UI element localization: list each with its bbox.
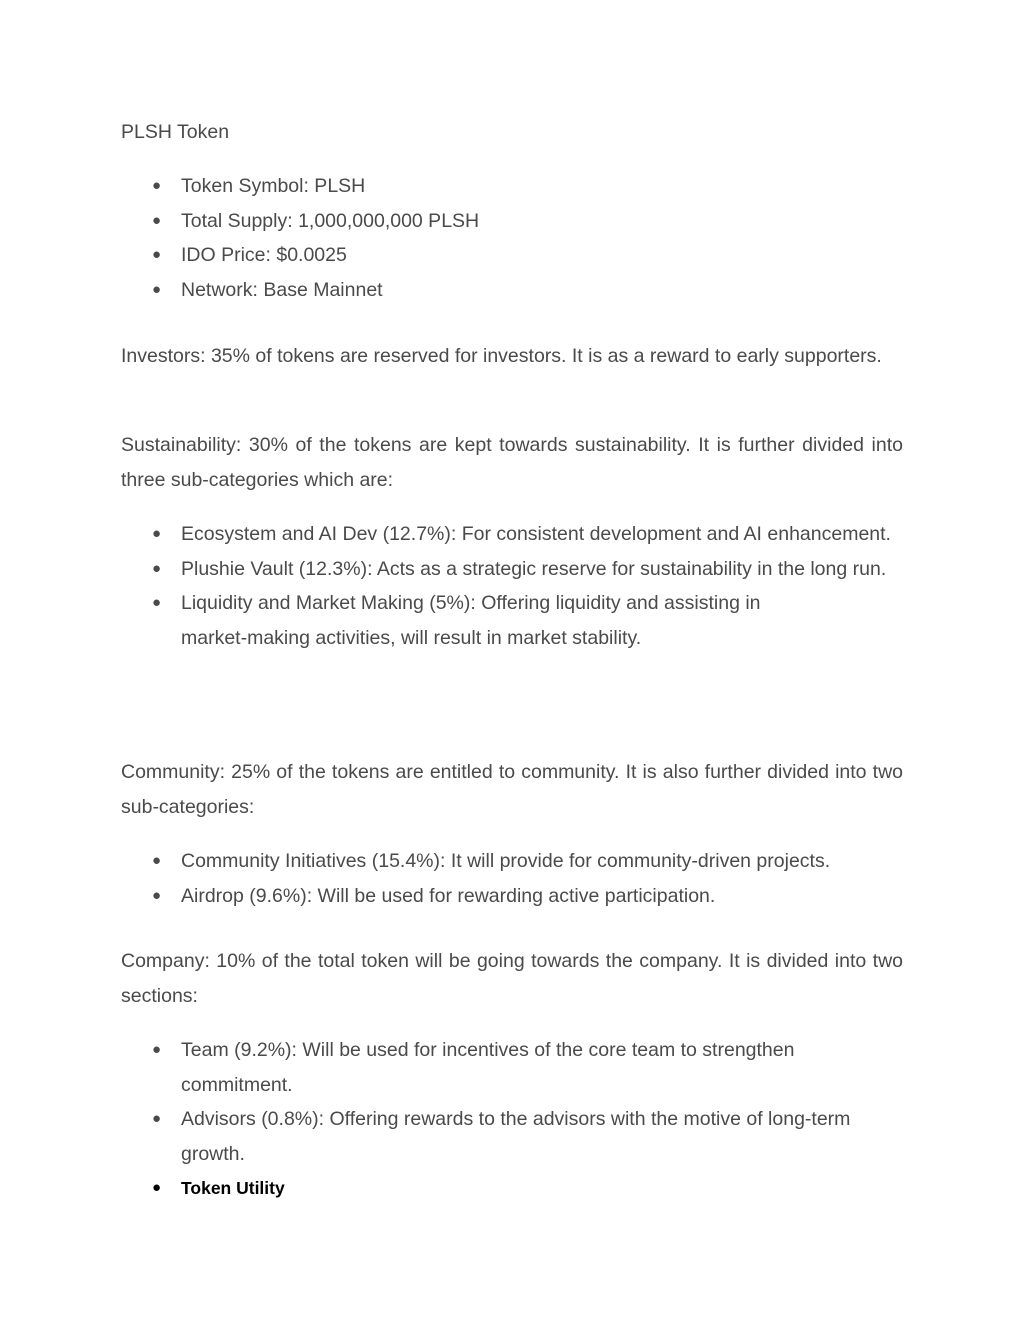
bullet-icon: ● (152, 1179, 162, 1196)
list-item-text: Ecosystem and AI Dev (12.7%): For consistent development and AI enhancement. (181, 523, 891, 545)
bullet-icon: ● (152, 594, 162, 611)
list-item (121, 844, 903, 879)
list-item (121, 552, 903, 587)
bullet-icon: ● (152, 525, 162, 542)
list-item (121, 1102, 903, 1171)
bullet-icon: ● (152, 177, 162, 194)
list-item (121, 1033, 903, 1102)
bullet-icon: ● (152, 1110, 162, 1127)
list-item-text: Advisors (0.8%): Offering rewards to the advisors with the motive of long-term growth. (181, 1108, 851, 1165)
investors-paragraph: Investors: 35% of tokens are reserved for investors. It is as a reward to early supporters. (121, 345, 882, 367)
list-item (121, 517, 903, 552)
list-item-text: Total Supply: 1,000,000,000 PLSH (181, 209, 480, 232)
bullet-icon: ● (152, 280, 162, 298)
community-list (121, 844, 903, 913)
list-item (121, 273, 903, 308)
list-item-text: IDO Price: $0.0025 (181, 244, 347, 266)
company-paragraph: Company: 10% of the total token will be going towards the company. It is divided into two sections: (121, 950, 903, 1007)
token-utility-heading: Token Utility (181, 1178, 285, 1198)
bullet-icon: ● (152, 211, 162, 229)
list-item (121, 879, 903, 914)
token-utility-item (121, 1171, 903, 1206)
bullet-icon: ● (152, 1041, 162, 1058)
list-item (121, 238, 903, 273)
list-item-text: Team (9.2%): Will be used for incentives of the core team to strengthen commitment. (181, 1039, 795, 1096)
bullet-icon: ● (152, 852, 162, 869)
community-paragraph: Community: 25% of the tokens are entitled to community. It is also further divided into two sub-categories: (121, 761, 903, 818)
list-item-text: Airdrop (9.6%): Will be used for rewarding active participation. (181, 884, 716, 907)
list-item-text: Community Initiatives (15.4%): It will provide for community-driven projects. (181, 850, 831, 872)
sustainability-list (121, 517, 903, 655)
token-info-list (121, 169, 903, 307)
bullet-icon: ● (152, 559, 162, 577)
list-item-text: Network: Base Mainnet (181, 278, 383, 301)
list-item-text: Liquidity and Market Making (5%): Offering liquidity and assisting in market-making activities, will result in market stability. (181, 592, 761, 649)
list-item-text: Token Symbol: PLSH (181, 175, 366, 197)
company-list (121, 1033, 903, 1206)
bullet-icon: ● (152, 246, 162, 263)
list-item (121, 204, 903, 239)
list-item (121, 586, 903, 655)
sustainability-paragraph: Sustainability: 30% of the tokens are kept towards sustainability. It is further divided into three sub-categories which are: (121, 434, 903, 491)
bullet-icon: ● (152, 886, 162, 904)
list-item (121, 169, 903, 204)
list-item-text: Plushie Vault (12.3%): Acts as a strategic reserve for sustainability in the long run. (181, 557, 887, 580)
document-title: PLSH Token (121, 121, 230, 143)
